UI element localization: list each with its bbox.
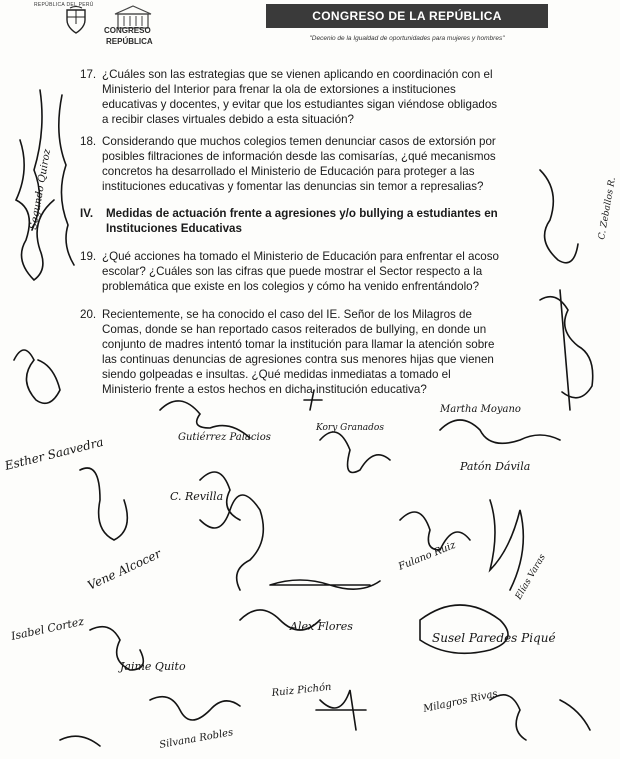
signature-scribble [304, 390, 322, 410]
signature-scribble [270, 580, 380, 589]
question-line: las continuas denuncias de agresiones contra sus menores hijas que vienen [102, 353, 494, 366]
handwritten-name: Fulano Ruiz [397, 539, 458, 573]
section-number: IV. [80, 207, 94, 220]
question-line: Ministerio frente a estos hechos en dicha institución educativa? [102, 383, 427, 396]
handwritten-name: Vene Alcocer [85, 546, 164, 593]
logo-republica-text: REPÚBLICA [106, 37, 153, 46]
header-banner: CONGRESO DE LA REPÚBLICA [266, 4, 548, 28]
question-number: 20. [80, 308, 97, 321]
handwritten-name: C. Zeballos R. [597, 176, 618, 241]
handwritten-name: Ruiz Pichón [271, 681, 333, 699]
handwritten-name: Elías Varas [513, 552, 548, 602]
handwritten-name: Gutiérrez Palacios [178, 432, 271, 443]
question-line: Recientemente, se ha conocido el caso del IE. Señor de los Milagros de [102, 308, 472, 321]
signature-scribble [80, 468, 127, 540]
question-line: Considerando que muchos colegios temen denunciar casos de extorsión por [102, 135, 496, 148]
question-line: escolar? ¿Cuáles son las cifras que puede mostrar el Sector respecto a la [102, 265, 483, 278]
decree-motto: "Decenio de la Igualdad de oportunidades para mujeres y hombres" [309, 35, 505, 42]
signature-scribble [200, 495, 263, 590]
handwritten-name: Jaime Quito [120, 660, 186, 673]
signature-scribble [59, 95, 74, 265]
handwritten-name: Alex Flores [290, 620, 353, 633]
signature-scribble [540, 297, 593, 398]
handwritten-name: Isabel Cortez [9, 614, 86, 643]
signature-scribble [316, 690, 366, 730]
section-title-line: Instituciones Educativas [106, 222, 242, 235]
handwritten-name: Martha Moyano [440, 404, 521, 415]
signature-scribble [490, 500, 523, 590]
question-line: ¿Qué acciones ha tomado el Ministerio de Educación para enfrentar el acoso [102, 250, 499, 263]
question-line: conjunto de madres intentó tomar la institución para llamar la atención sobre [102, 338, 495, 351]
signature-scribble [320, 432, 390, 473]
handwritten-name: Milagros Rivas [422, 688, 499, 715]
question-line: posibles filtraciones de información desde las comisarías, ¿qué mecanismos [102, 150, 496, 163]
question-number: 18. [80, 135, 97, 148]
question-line: Ministerio del Interior para frenar la ola de extorsiones a instituciones [102, 83, 456, 96]
logo-congreso-text: CONGRESO [104, 26, 151, 35]
signature-scribble [540, 170, 578, 263]
question-line: problemática que existe en los colegios y cómo ha venido enfrentándolo? [102, 280, 480, 293]
handwritten-name: Kory Granados [316, 423, 384, 433]
signature-scribble [14, 350, 60, 403]
question-line: educativas y docentes, y evitar que los estudiantes sigan viéndose obligados [102, 98, 498, 111]
handwritten-name: Susel Paredes Piqué [432, 631, 556, 645]
signature-scribble [490, 695, 526, 740]
section-title-line: Medidas de actuación frente a agresiones y/o bullying a estudiantes en [106, 207, 498, 220]
handwritten-name: Esther Saavedra [3, 434, 105, 473]
question-line: siendo golpeadas e insultas. ¿Qué medidas inmediatas a tomado el [102, 368, 451, 381]
signature-scribble [440, 420, 560, 443]
crest-caption: REPÚBLICA DEL PERÚ [34, 2, 94, 8]
question-line: Comas, donde se han reportado casos reiterados de bullying, en donde un [102, 323, 487, 336]
handwritten-name: Patón Dávila [460, 460, 531, 473]
question-line: ¿Cuáles son las estrategias que se vienen aplicando en coordinación con el [102, 68, 493, 81]
question-line: instituciones educativas y fomentar las denuncias sin temor a represalias? [102, 180, 484, 193]
handwritten-name: C. Revilla [170, 490, 224, 503]
signature-scribble [560, 700, 590, 730]
signature-scribble [420, 605, 508, 653]
signature-scribble [60, 736, 100, 746]
signature-scribble [400, 512, 470, 550]
handwritten-name: Silvana Robles [158, 727, 235, 751]
handwritten-name: Segundo Quiroz [28, 148, 54, 231]
question-number: 17. [80, 68, 97, 81]
question-line: concretos ha desarrollado el Ministerio de Educación para proteger a las [102, 165, 475, 178]
question-line: a recibir clases virtuales debido a esta situación? [102, 113, 354, 126]
signature-scribble [150, 697, 240, 720]
question-number: 19. [80, 250, 97, 263]
